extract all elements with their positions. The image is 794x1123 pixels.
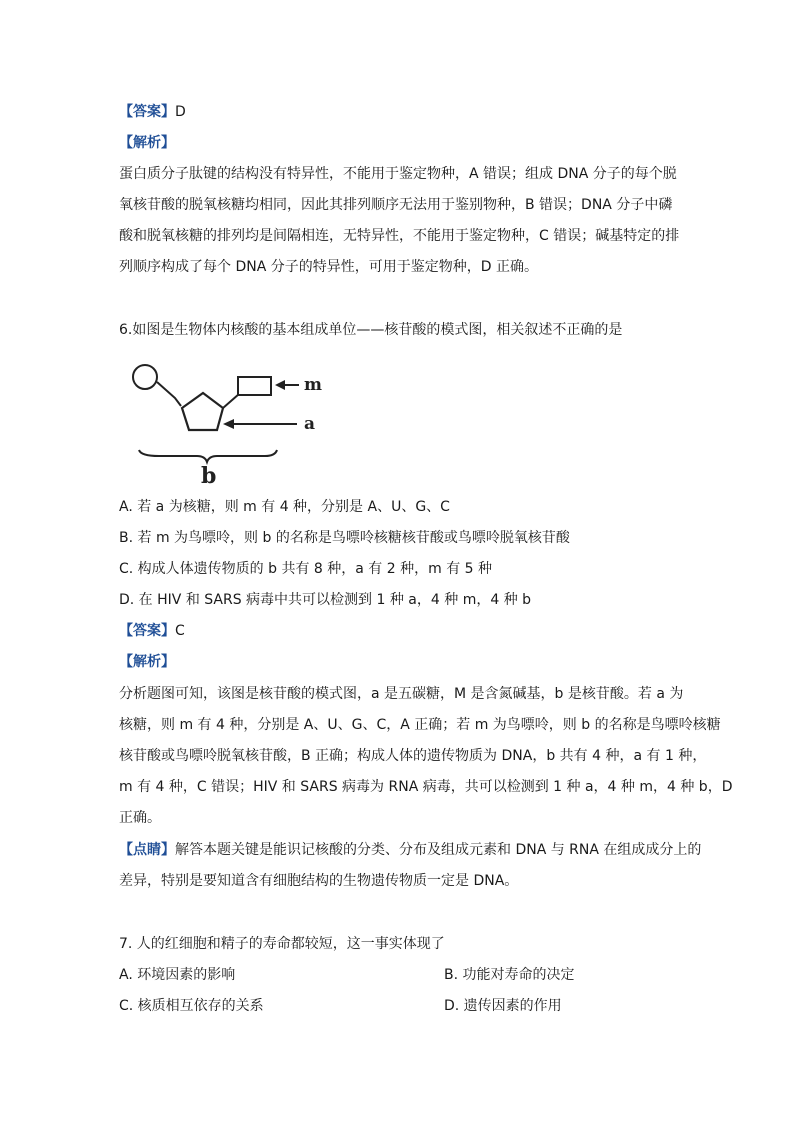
nucleotide-diagram [119, 352, 349, 492]
q6-analysis-line: 核糖，则 m 有 4 种，分别是 A、U、G、C，A 正确；若 m 为鸟嘌呤，则 b 的名称是鸟嘌呤核糖 [119, 717, 721, 733]
q6-tip-line: 差异，特别是要知道含有细胞结构的生物遗传物质一定是 DNA。 [119, 873, 519, 889]
q6-answer-value: C [175, 623, 185, 639]
q5-answer-value: D [175, 104, 186, 120]
q6-tip [119, 840, 701, 860]
q5-analysis-label: 【解析】 [119, 135, 175, 151]
q5-analysis-line: 列顺序构成了每个 DNA 分子的特异性，可用于鉴定物种，D 正确。 [119, 259, 538, 275]
q6-tip-line: 解答本题关键是能识记核酸的分类、分布及组成元素和 DNA 与 RNA 在组成成分上的 [175, 842, 702, 858]
q6-analysis-line: m 有 4 种，C 错误；HIV 和 SARS 病毒为 RNA 病毒，共可以检测到 1 种 a，4 种 m，4 种 b，D [119, 779, 733, 795]
base-rectangle [238, 377, 271, 395]
base-bond [223, 394, 239, 408]
q5-analysis-line: 氧核苷酸的脱氧核糖均相同，因此其排列顺序无法用于鉴别物种，B 错误；DNA 分子中磷 [119, 197, 673, 213]
q7-option-b: B. 功能对寿命的决定 [444, 967, 575, 983]
pentose-pentagon [182, 393, 223, 430]
q6-answer-label: 【答案】 [119, 623, 175, 639]
q6-answer [119, 621, 185, 641]
q5-answer-label: 【答案】 [119, 104, 175, 120]
q7-option-d: D. 遗传因素的作用 [444, 998, 562, 1014]
arrow-a-head [223, 419, 234, 429]
q5-answer [119, 102, 186, 122]
q6-tip-label: 【点睛】 [119, 842, 175, 858]
q6-analysis-label: 【解析】 [119, 654, 175, 670]
q6-option-d: D. 在 HIV 和 SARS 病毒中共可以检测到 1 种 a，4 种 m，4 种 b [119, 592, 532, 608]
q6-analysis-line: 分析题图可知，该图是核苷酸的模式图，a 是五碳糖，M 是含氮碱基，b 是核苷酸。若 a 为 [119, 686, 684, 702]
q6-option-c: C. 构成人体遗传物质的 b 共有 8 种，a 有 2 种，m 有 5 种 [119, 561, 493, 577]
q5-analysis-line: 酸和脱氧核糖的排列均是间隔相连，无特异性，不能用于鉴定物种，C 错误；碱基特定的排 [119, 228, 680, 244]
q7-option-a: A. 环境因素的影响 [119, 967, 236, 983]
q6-analysis-line: 正确。 [119, 810, 161, 826]
label-a: a [304, 414, 316, 434]
label-b: b [201, 463, 217, 489]
q5-analysis-line: 蛋白质分子肽键的结构没有特异性，不能用于鉴定物种，A 错误；组成 DNA 分子的每个脱 [119, 166, 677, 182]
label-m: m [304, 375, 322, 395]
brace-b [139, 450, 277, 462]
q7-option-c: C. 核质相互依存的关系 [119, 998, 264, 1014]
q6-analysis-line: 核苷酸或鸟嘌呤脱氧核苷酸，B 正确；构成人体的遗传物质为 DNA，b 共有 4 种，a 有 1 种， [119, 748, 707, 764]
q7-stem: 7. 人的红细胞和精子的寿命都较短，这一事实体现了 [119, 936, 445, 952]
phosphate-bond [157, 382, 181, 406]
q6-option-a: A. 若 a 为核糖，则 m 有 4 种，分别是 A、U、G、C [119, 499, 450, 515]
q6-stem: 6.如图是生物体内核酸的基本组成单位——核苷酸的模式图，相关叙述不正确的是 [119, 322, 623, 338]
phosphate-circle [133, 365, 157, 389]
arrow-m-head [275, 380, 285, 390]
q6-option-b: B. 若 m 为鸟嘌呤，则 b 的名称是鸟嘌呤核糖核苷酸或鸟嘌呤脱氧核苷酸 [119, 530, 570, 546]
